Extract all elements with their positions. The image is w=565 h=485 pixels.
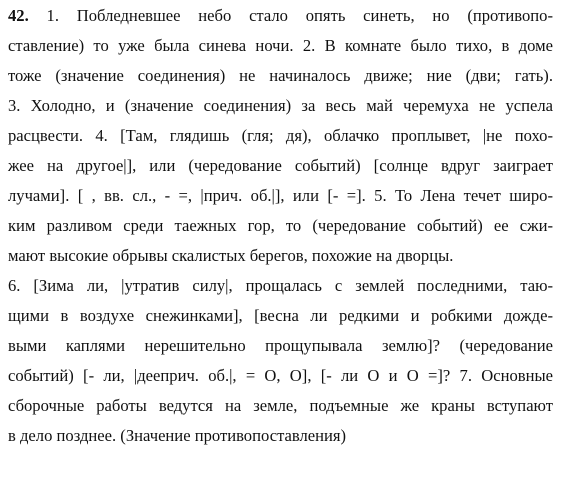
text-line-13: событий) [- ли, |дееприч. об.|, = О, О], [- ли О и О =]? 7. Основные bbox=[8, 366, 553, 385]
text-line-5: расцвести. 4. [Там, глядишь (гля; дя), облачко проплывет, |не похо- bbox=[8, 126, 553, 145]
text-line-7: лучами]. [ , вв. сл., - =, |прич. об.|], или [- =]. 5. То Лена течет широ- bbox=[8, 186, 553, 205]
text-line-14: сборочные работы ведутся на земле, подъемные же краны вступают bbox=[8, 396, 553, 415]
text-line-15: в дело позднее. (Значение противопоставления) bbox=[8, 426, 347, 445]
text-line-12: выми каплями нерешительно прощупывала землю]? (чередование bbox=[8, 336, 553, 355]
exercise-number: 42. bbox=[8, 6, 29, 25]
text-line-10: 6. [Зима ли, |утратив силу|, прощалась с землей последними, таю- bbox=[8, 276, 553, 295]
text-line-3: тоже (значение соединения) не начиналось движе; ние (дви; гать). bbox=[8, 66, 553, 85]
text-line-2: ставление) то уже была синева ночи. 2. В комнате было тихо, в доме bbox=[8, 36, 553, 55]
text-line-9: мают высокие обрывы скалистых берегов, похожие на дворцы. bbox=[8, 246, 454, 265]
text-line-11: щими в воздухе снежинками], [весна ли редкими и робкими дожде- bbox=[8, 306, 553, 325]
text-line-4: 3. Холодно, и (значение соединения) за весь май черемуха не успела bbox=[8, 96, 553, 115]
text-line-8: ким разливом среди таежных гор, то (чередование событий) ее сжи- bbox=[8, 216, 553, 235]
text-line-1: 42. 1. Побледневшее небо стало опять синеть, но (противопо- bbox=[8, 6, 553, 25]
text-line-6: жее на другое|], или (чередование событий) [солнце вдруг заиграет bbox=[8, 156, 553, 175]
